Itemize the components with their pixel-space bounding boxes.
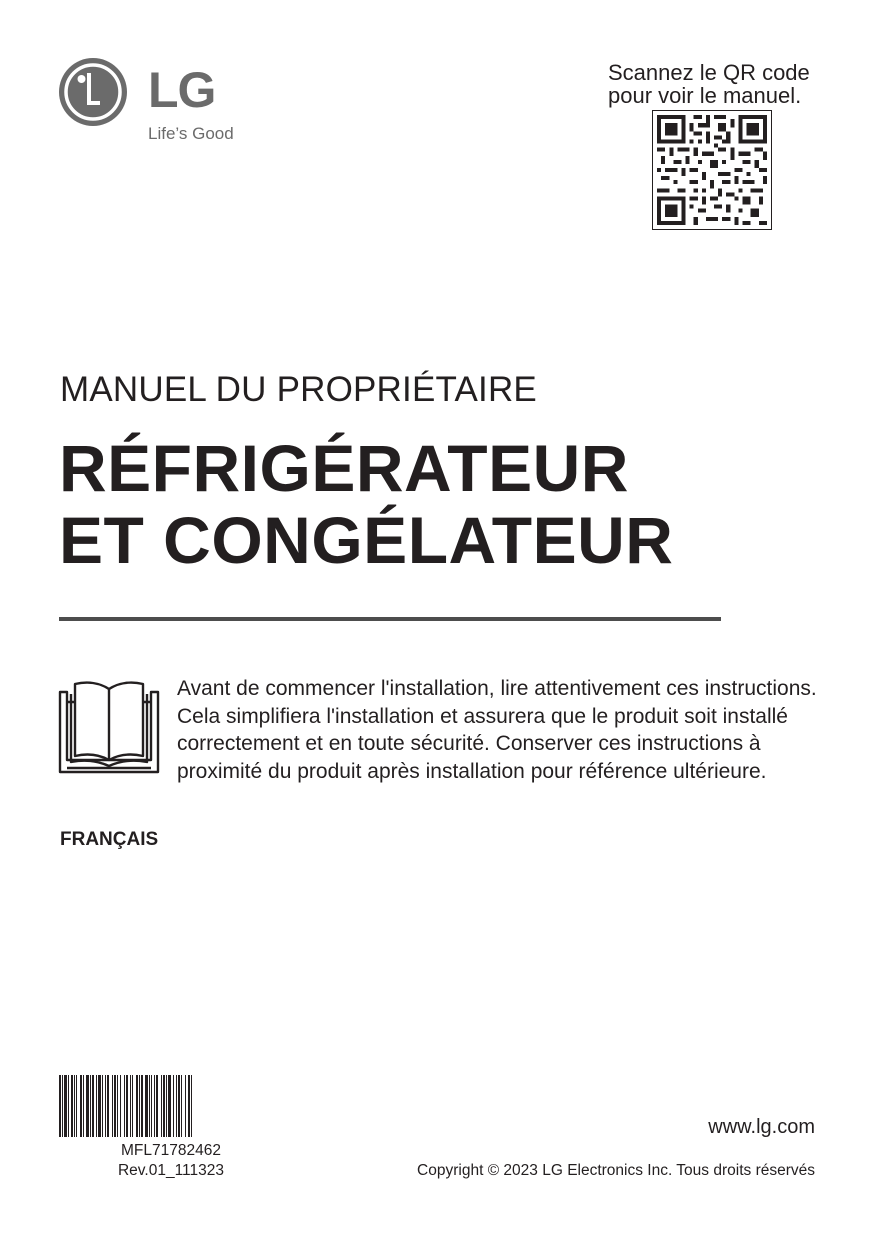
copyright-notice: Copyright © 2023 LG Electronics Inc. Tous droits réservés (417, 1162, 815, 1179)
barcode-icon (58, 1075, 284, 1137)
title-line-1: RÉFRIGÉRATEUR (59, 431, 629, 505)
brand-tagline: Life’s Good (148, 124, 234, 143)
document-type: MANUEL DU PROPRIÉTAIRE (60, 370, 537, 409)
part-number: MFL71782462 (121, 1142, 221, 1159)
qr-caption-line2: pour voir le manuel. (608, 83, 802, 108)
website-link[interactable]: www.lg.com (708, 1116, 815, 1138)
lg-emblem-icon (58, 57, 128, 127)
qr-caption-line1: Scannez le QR code (608, 60, 810, 85)
installation-notice: Avant de commencer l'installation, lire attentivement ces instructions. Cela simplifiera l'installation et assurera que le produit soit installé correctement et en toute sécurité. Conserver ces instructions à proximité du produit après installation pour référence ultérieure. (177, 677, 817, 783)
page-title (59, 432, 673, 576)
qr-code-icon[interactable] (652, 110, 772, 230)
title-divider (59, 617, 721, 621)
language-label: FRANÇAIS (60, 829, 159, 850)
open-book-icon (58, 680, 160, 775)
title-line-2: ET CONGÉLATEUR (59, 503, 674, 577)
part-number-block (58, 1141, 284, 1181)
qr-caption (608, 61, 823, 107)
revision: Rev.01_111323 (117, 1162, 224, 1179)
brand-wordmark: LG (148, 62, 216, 118)
brand-logo (58, 57, 248, 147)
